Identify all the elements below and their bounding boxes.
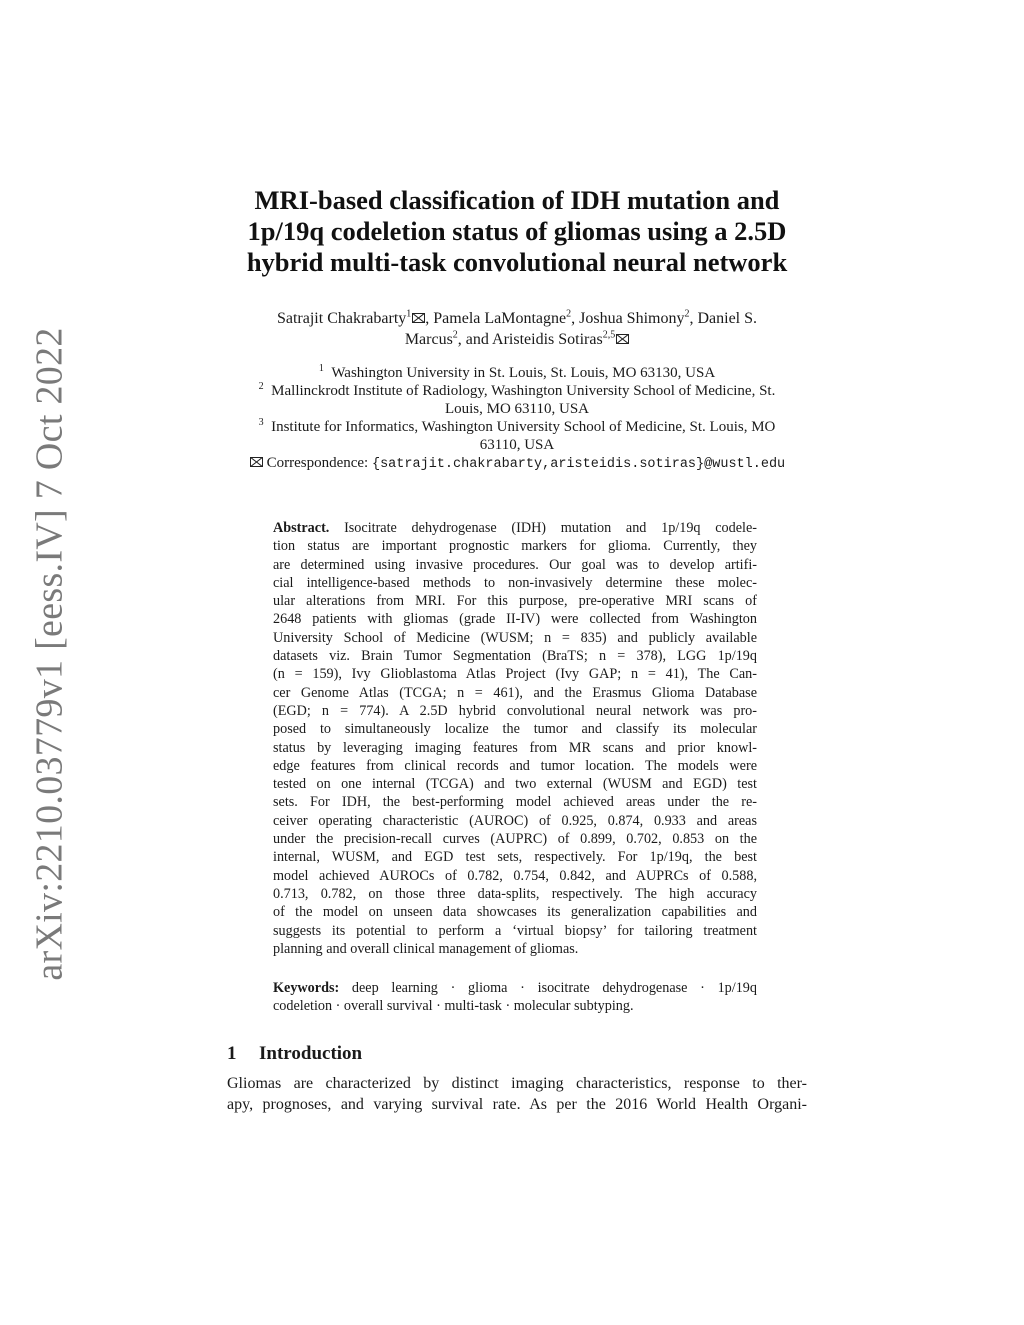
- author-affiliation-mark: 2: [684, 308, 690, 320]
- abstract-line: suggests its potential to perform a ‘virtual biopsy’ for tailoring treatment: [273, 922, 757, 939]
- envelope-icon: [250, 457, 263, 467]
- author-name: Satrajit Chakrabarty: [276, 310, 407, 327]
- affiliation-text: Institute for Informatics, Washington University School of Medicine, St. Louis, MO: [271, 419, 776, 435]
- author-name: , Daniel S.: [689, 310, 758, 327]
- keywords-text: deep learning · glioma · isocitrate dehydrogenase · 1p/19q: [339, 980, 757, 996]
- keywords-line: codeletion · overall survival · multi-task · molecular subtyping.: [273, 998, 634, 1015]
- abstract-line: status by leveraging imaging features from MR scans and prior knowl-: [273, 739, 757, 756]
- affiliation-1: [227, 364, 807, 382]
- abstract-line: (EGD; n = 774). A 2.5D hybrid convolutional neural network was pro-: [273, 702, 757, 719]
- abstract-line: datasets viz. Brain Tumor Segmentation (BraTS; n = 378), LGG 1p/19q: [273, 648, 757, 665]
- keywords-line: [273, 979, 757, 997]
- abstract-line: model achieved AUROCs of 0.782, 0.754, 0.842, and AUPRCs of 0.588,: [273, 867, 757, 884]
- author-line-2: [227, 329, 807, 350]
- affiliation-3: [227, 418, 807, 436]
- abstract-line: cer Genome Atlas (TCGA; n = 461), and the Erasmus Glioma Database: [273, 684, 757, 701]
- title-line-3: hybrid multi-task convolutional neural network: [246, 247, 788, 277]
- abstract-line: cial intelligence-based methods to non-invasively determine these molec-: [273, 574, 757, 591]
- abstract-line: tion status are important prognostic markers for glioma. Currently, they: [273, 538, 757, 555]
- abstract-line: ular alterations from MRI. For this purpose, pre-operative MRI scans of: [273, 593, 757, 610]
- paper-front-matter: [227, 185, 807, 474]
- abstract-line: University School of Medicine (WUSM; n = 835) and publicly available: [273, 629, 757, 646]
- affiliation-2: [227, 382, 807, 400]
- correspondence: [227, 454, 807, 474]
- abstract-line: tested on one internal (TCGA) and two external (WUSM and EGD) test: [273, 776, 757, 793]
- abstract-text: Isocitrate dehydrogenase (IDH) mutation and 1p/19q codele-: [329, 520, 757, 536]
- affiliation-number: 2: [258, 381, 264, 392]
- section-heading: [227, 1043, 362, 1065]
- affiliation-number: 1: [318, 363, 324, 374]
- author-name: , Pamela LaMontagne: [425, 310, 567, 327]
- author-affiliation-mark: 1: [406, 308, 412, 320]
- abstract-line: planning and overall clinical management of gliomas.: [273, 940, 579, 957]
- abstract-line: posed to simultaneously localize the tumor and classify its molecular: [273, 721, 757, 738]
- section-number: 1: [227, 1043, 237, 1064]
- abstract-line: (n = 159), Ivy Glioblastoma Atlas Project (Ivy GAP; n = 41), The Can-: [273, 666, 757, 683]
- abstract-line: 0.713, 0.782, on those three data-splits, respectively. The high accuracy: [273, 885, 757, 902]
- keywords-label: Keywords:: [273, 980, 340, 996]
- body-line: Gliomas are characterized by distinct imaging characteristics, response to ther-: [227, 1075, 807, 1092]
- envelope-icon: [412, 313, 425, 323]
- author-affiliation-mark: 2,5: [602, 329, 616, 341]
- body-line: apy, prognoses, and varying survival rate. As per the 2016 World Health Organi-: [227, 1096, 807, 1113]
- abstract-line: under the precision-recall curves (AUPRC) of 0.899, 0.702, 0.853 on the: [273, 831, 757, 848]
- envelope-icon: [616, 334, 629, 344]
- arxiv-identifier: arXiv:2210.03779v1 [eess.IV] 7 Oct 2022: [29, 327, 72, 981]
- title-line-1: MRI-based classification of IDH mutation and: [254, 185, 780, 215]
- affiliation-text: Mallinckrodt Institute of Radiology, Washington University School of Medicine, St.: [271, 383, 776, 399]
- author-affiliation-mark: 2: [452, 329, 458, 341]
- title-line-2: 1p/19q codeletion status of gliomas using a 2.5D: [247, 216, 787, 246]
- author-line-1: [227, 308, 807, 329]
- correspondence-label: Correspondence:: [266, 455, 372, 471]
- abstract: [273, 519, 757, 958]
- abstract-line: ceiver operating characteristic (AUROC) of 0.925, 0.874, 0.933 and areas: [273, 812, 757, 829]
- affiliation-3-cont: 63110, USA: [479, 437, 555, 453]
- correspondence-email[interactable]: {satrajit.chakrabarty,aristeidis.sotiras}@wustl.edu: [371, 457, 786, 472]
- section-title: Introduction: [259, 1043, 363, 1064]
- abstract-line: [273, 519, 757, 537]
- author-name: , Joshua Shimony: [571, 310, 685, 327]
- affiliation-list: [227, 364, 807, 474]
- abstract-line: edge features from clinical records and tumor location. The models were: [273, 757, 757, 774]
- abstract-line: sets. For IDH, the best-performing model achieved areas under the re-: [273, 794, 757, 811]
- abstract-line: of the model on unseen data showcases its generalization capabilities and: [273, 904, 757, 921]
- arxiv-sidebar-stamp: [20, 327, 80, 981]
- author-name: Marcus: [404, 331, 453, 348]
- affiliation-2-cont: Louis, MO 63110, USA: [444, 401, 590, 417]
- author-list: [227, 308, 807, 350]
- abstract-line: internal, WUSM, and EGD test sets, respectively. For 1p/19q, the best: [273, 849, 757, 866]
- abstract-line: 2648 patients with gliomas (grade II-IV) were collected from Washington: [273, 611, 757, 628]
- affiliation-text: Washington University in St. Louis, St. Louis, MO 63130, USA: [331, 365, 716, 381]
- author-affiliation-mark: 2: [566, 308, 572, 320]
- body-text: [227, 1073, 807, 1115]
- paper-title: [227, 185, 807, 278]
- author-name: , and Aristeidis Sotiras: [457, 331, 603, 348]
- abstract-line: are determined using invasive procedures. Our goal was to develop artifi-: [273, 556, 757, 573]
- affiliation-number: 3: [258, 417, 264, 428]
- abstract-label: Abstract.: [273, 520, 330, 536]
- keywords: [273, 979, 757, 1016]
